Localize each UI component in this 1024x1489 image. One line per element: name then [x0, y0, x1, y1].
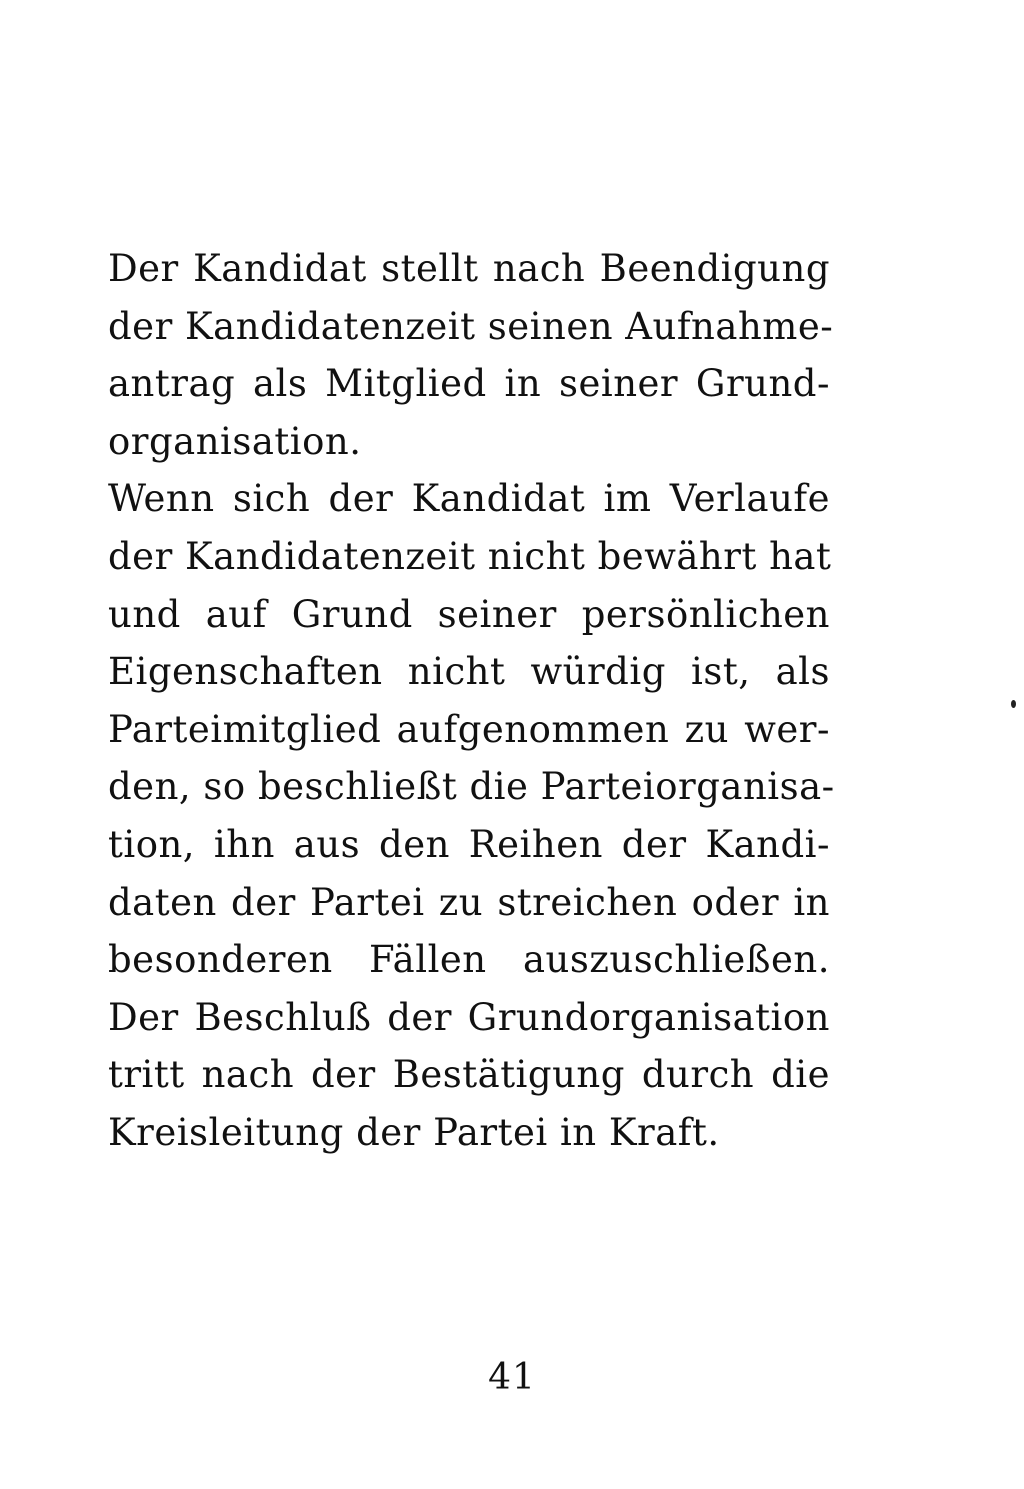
text-line: daten der Partei zu streichen oder in: [108, 880, 830, 924]
text-line: der Kandidatenzeit seinen Aufnahme-: [108, 304, 834, 348]
text-line: besonderen Fällen auszuschließen.: [108, 938, 830, 982]
body-text: [108, 240, 835, 1162]
text-line: tion, ihn aus den Reihen der Kandi-: [108, 822, 830, 866]
text-line: organisation.: [108, 419, 362, 463]
text-line: tritt nach der Bestätigung durch die: [108, 1053, 830, 1097]
text-line: antrag als Mitglied in seiner Grund-: [108, 362, 830, 406]
page-number: 41: [488, 1357, 536, 1398]
print-speck: [1011, 700, 1016, 708]
text-line: Eigenschaften nicht würdig ist, als: [108, 650, 830, 694]
text-line: der Kandidatenzeit nicht bewährt hat: [108, 534, 832, 578]
text-line: Parteimitglied aufgenommen zu wer-: [108, 707, 830, 751]
text-line: Der Kandidat stellt nach Beendigung: [108, 247, 830, 290]
text-line: den, so beschließt die Parteiorganisa-: [108, 765, 835, 809]
text-line: und auf Grund seiner persönlichen: [108, 592, 830, 636]
text-line: Kreisleitung der Partei in Kraft.: [108, 1110, 720, 1154]
text-line: Der Beschluß der Grundorganisation: [108, 995, 830, 1039]
text-line: Wenn sich der Kandidat im Verlaufe: [108, 477, 830, 521]
